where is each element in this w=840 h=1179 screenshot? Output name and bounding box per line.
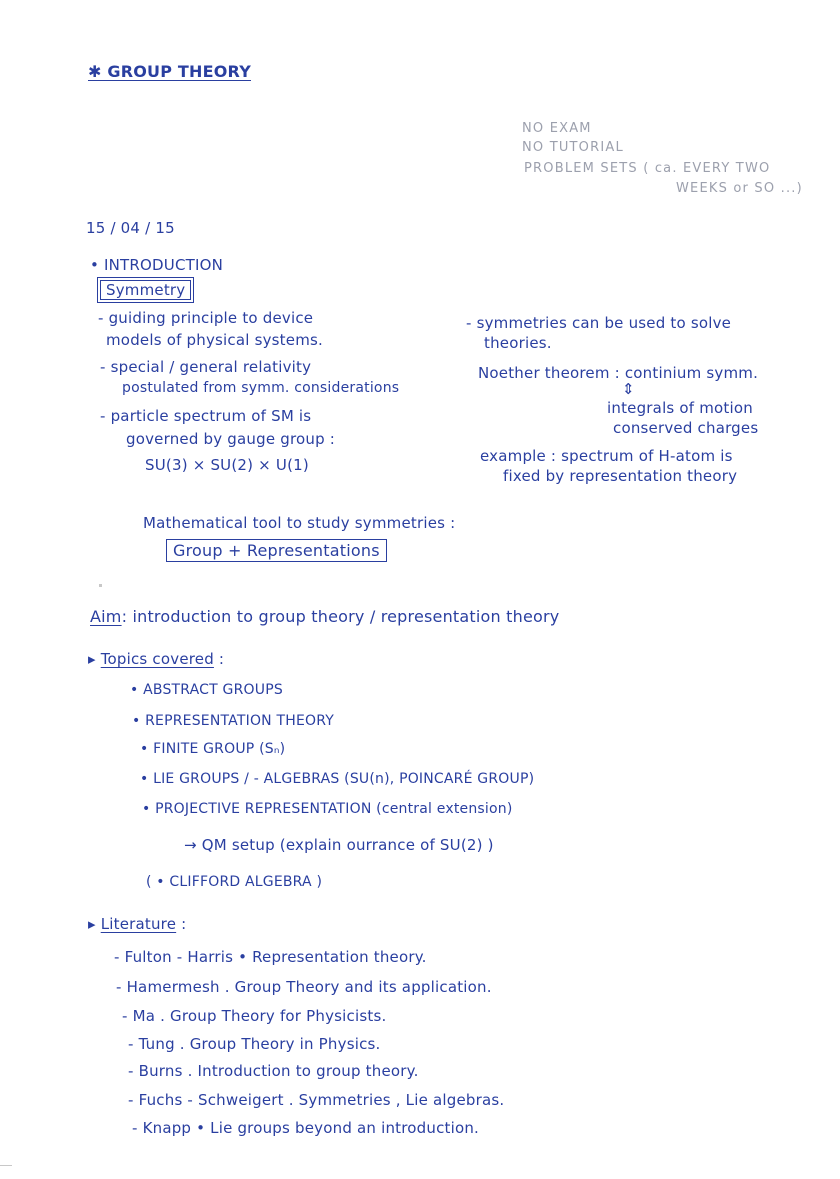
scan-edge-mark [0, 1165, 12, 1166]
literature-item: - Knapp • Lie groups beyond an introduction. [132, 1119, 480, 1137]
left-point: - special / general relativity [100, 358, 312, 376]
arrow-marker-icon: ▸ [88, 650, 96, 668]
left-point: models of physical systems. [106, 331, 323, 349]
aim-label: Aim [90, 607, 122, 626]
pen-dot [99, 584, 102, 587]
literature-item: - Ma . Group Theory for Physicists. [122, 1007, 387, 1025]
right-point: fixed by representation theory [503, 467, 738, 485]
literature-item: - Fuchs - Schweigert . Symmetries , Lie algebras. [128, 1091, 505, 1109]
left-point: - guiding principle to device [98, 309, 314, 327]
topic-item: • PROJECTIVE REPRESENTATION (central extension) [142, 801, 513, 817]
note-line: PROBLEM SETS ( ca. EVERY TWO [524, 161, 771, 176]
topics-label: Topics covered [100, 650, 214, 668]
tool-line: Mathematical tool to study symmetries : [143, 514, 456, 532]
note-line: WEEKS or SO ...) [676, 181, 803, 196]
right-point: theories. [484, 334, 552, 352]
arrow-marker-icon: ▸ [88, 915, 96, 933]
literature-item: - Burns . Introduction to group theory. [128, 1062, 419, 1080]
left-point: SU(3) × SU(2) × U(1) [145, 456, 309, 474]
literature-item: - Fulton - Harris • Representation theory. [114, 948, 427, 966]
literature-item: - Hamermesh . Group Theory and its application. [116, 978, 492, 996]
topic-item: • LIE GROUPS / - ALGEBRAS (SU(n), POINCARÉ GROUP) [140, 771, 535, 787]
literature-heading [88, 915, 186, 933]
topic-item: → QM setup (explain ourrance of SU(2) ) [184, 836, 494, 854]
topic-item: • FINITE GROUP (Sₙ) [140, 741, 286, 757]
literature-label: Literature [100, 915, 177, 933]
aim-line [90, 607, 559, 626]
right-point: conserved charges [613, 419, 759, 437]
right-point: Noether theorem : continium symm. [478, 364, 759, 382]
right-point: - symmetries can be used to solve [466, 314, 732, 332]
note-line: NO EXAM [522, 121, 592, 136]
topic-item: • ABSTRACT GROUPS [130, 682, 283, 698]
left-point: postulated from symm. considerations [122, 380, 400, 396]
right-point: integrals of motion [607, 399, 753, 417]
literature-colon: : [181, 915, 187, 933]
lecture-date: 15 / 04 / 15 [86, 219, 175, 237]
topics-colon: : [218, 650, 225, 668]
page-title: ✱ GROUP THEORY [88, 62, 251, 81]
literature-item: - Tung . Group Theory in Physics. [128, 1035, 381, 1053]
topic-item: ( • CLIFFORD ALGEBRA ) [146, 874, 323, 890]
tool-box: Group + Representations [166, 539, 387, 562]
topics-heading [88, 650, 224, 668]
symmetry-label: Symmetry [100, 280, 191, 300]
aim-text: : introduction to group theory / representation theory [121, 607, 560, 626]
left-point: governed by gauge group : [126, 430, 336, 448]
topic-item: • REPRESENTATION THEORY [132, 713, 335, 729]
section-heading-introduction: • INTRODUCTION [90, 256, 224, 274]
left-point: - particle spectrum of SM is [100, 407, 312, 425]
equivalence-arrow: ⇕ [622, 380, 635, 398]
right-point: example : spectrum of H-atom is [480, 447, 733, 465]
note-line: NO TUTORIAL [522, 140, 624, 155]
